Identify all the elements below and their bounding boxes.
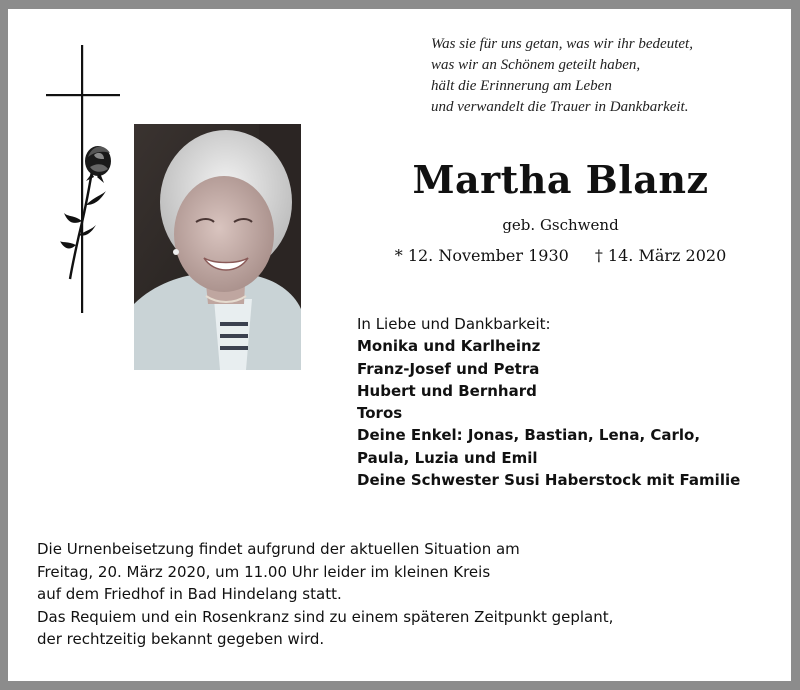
mourner-line: Monika und Karlheinz: [357, 337, 541, 356]
funeral-notice: [37, 538, 757, 651]
mourners-list: [357, 313, 777, 491]
maiden-name: geb. Gschwend: [502, 216, 619, 234]
notice-line: Das Requiem und ein Rosenkranz sind zu einem späteren Zeitpunkt geplant,: [37, 607, 614, 626]
mourner-line: Hubert und Bernhard: [357, 381, 537, 400]
mourners-intro: In Liebe und Dankbarkeit:: [357, 315, 551, 333]
mourner-line: Toros: [357, 404, 403, 423]
poem: [431, 34, 771, 118]
death-date: † 14. März 2020: [594, 246, 727, 265]
notice-line: Die Urnenbeisetzung findet aufgrund der aktuellen Situation am: [37, 540, 520, 558]
poem-line: hält die Erinnerung am Leben: [431, 78, 612, 94]
mourner-line: Franz-Josef und Petra: [357, 359, 540, 378]
mourner-line: Deine Enkel: Jonas, Bastian, Lena, Carlo,: [357, 426, 701, 445]
deceased-name: Martha Blanz: [412, 157, 709, 202]
life-dates: [363, 246, 758, 265]
portrait-photo: [134, 124, 301, 370]
notice-line: der rechtzeitig bekannt gegeben wird.: [37, 630, 325, 648]
notice-line: auf dem Friedhof in Bad Hindelang statt.: [37, 585, 342, 603]
mourner-line: Deine Schwester Susi Haberstock mit Familie: [357, 471, 741, 490]
poem-line: was wir an Schönem geteilt haben,: [431, 57, 641, 73]
obituary-card: [8, 9, 791, 681]
mourner-line: Paula, Luzia und Emil: [357, 448, 538, 467]
poem-line: Was sie für uns getan, was wir ihr bedeutet,: [431, 36, 693, 52]
cross-with-rose-icon: [42, 45, 124, 325]
birth-date: * 12. November 1930: [394, 246, 569, 265]
notice-line: Freitag, 20. März 2020, um 11.00 Uhr leider im kleinen Kreis: [37, 562, 491, 581]
poem-line: und verwandelt die Trauer in Dankbarkeit.: [431, 99, 689, 115]
